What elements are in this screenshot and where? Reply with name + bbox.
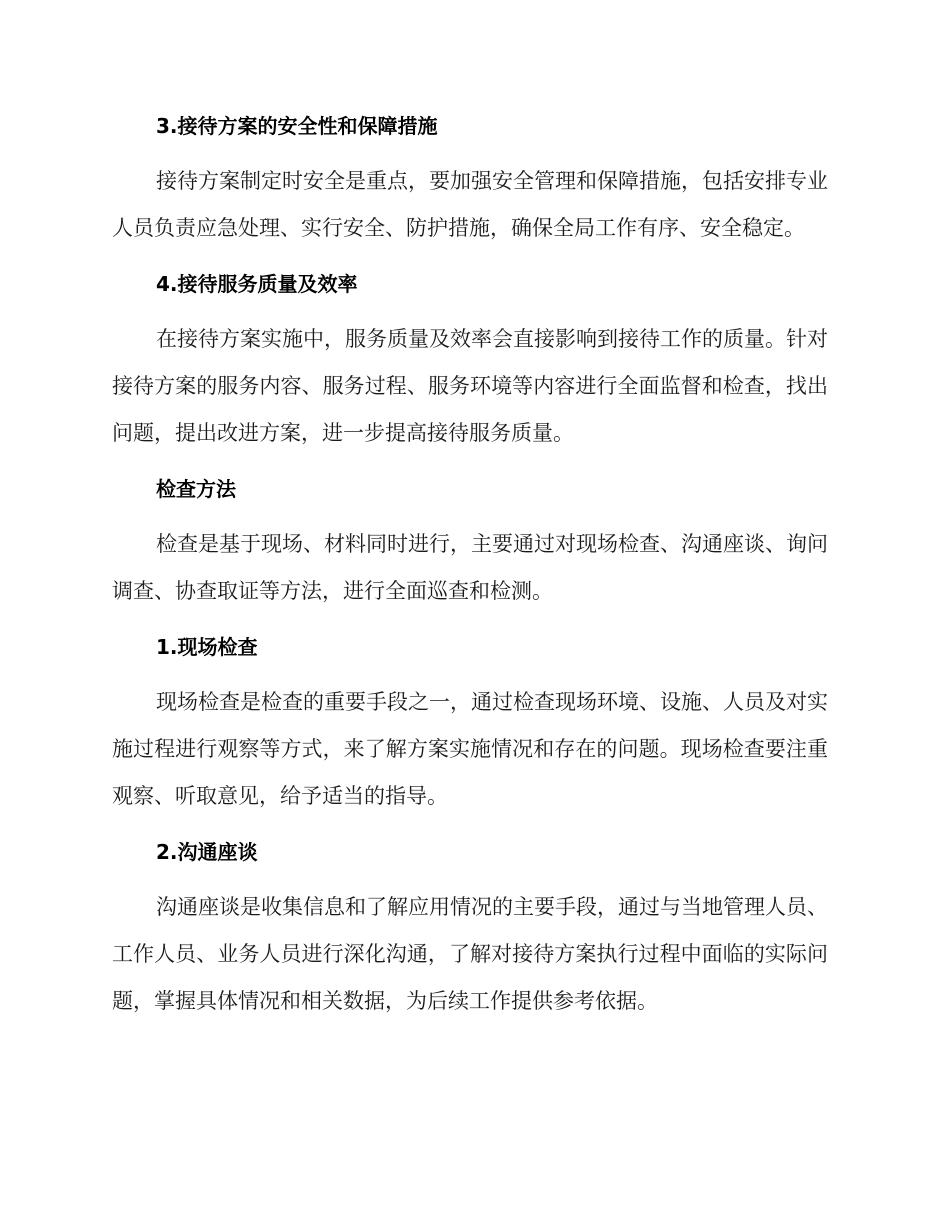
document-body — [112, 108, 828, 1025]
section-paragraph-safety: 接待方案制定时安全是重点，要加强安全管理和保障措施，包括安排专业人员负责应急处理、实行安全、防护措施，确保全局工作有序、安全稳定。 — [112, 169, 828, 240]
section-paragraph-service-quality: 在接待方案实施中，服务质量及效率会直接影响到接待工作的质量。针对接待方案的服务内容、服务过程、服务环境等内容进行全面监督和检查，找出问题，提出改进方案，进一步提高接待服务质量。 — [112, 327, 828, 445]
section-paragraph-onsite-inspection: 现场检查是检查的重要手段之一，通过检查现场环境、设施、人员及对实施过程进行观察等方式，来了解方案实施情况和存在的问题。现场检查要注重观察、听取意见，给予适当的指导。 — [112, 690, 828, 808]
section-heading-inspection-methods: 检查方法 — [156, 477, 236, 501]
section-heading-service-quality: 4.接待服务质量及效率 — [156, 272, 358, 296]
section-paragraph-inspection-methods: 检查是基于现场、材料同时进行，主要通过对现场检查、沟通座谈、询问调查、协查取证等方法，进行全面巡查和检测。 — [112, 532, 828, 603]
section-heading-safety: 3.接待方案的安全性和保障措施 — [156, 114, 438, 138]
section-paragraph-discussion: 沟通座谈是收集信息和了解应用情况的主要手段，通过与当地管理人员、工作人员、业务人员进行深化沟通，了解对接待方案执行过程中面临的实际问题，掌握具体情况和相关数据，为后续工作提供参考依据。 — [112, 895, 828, 1013]
section-heading-discussion: 2.沟通座谈 — [156, 840, 258, 864]
section-heading-onsite-inspection: 1.现场检查 — [156, 635, 258, 659]
